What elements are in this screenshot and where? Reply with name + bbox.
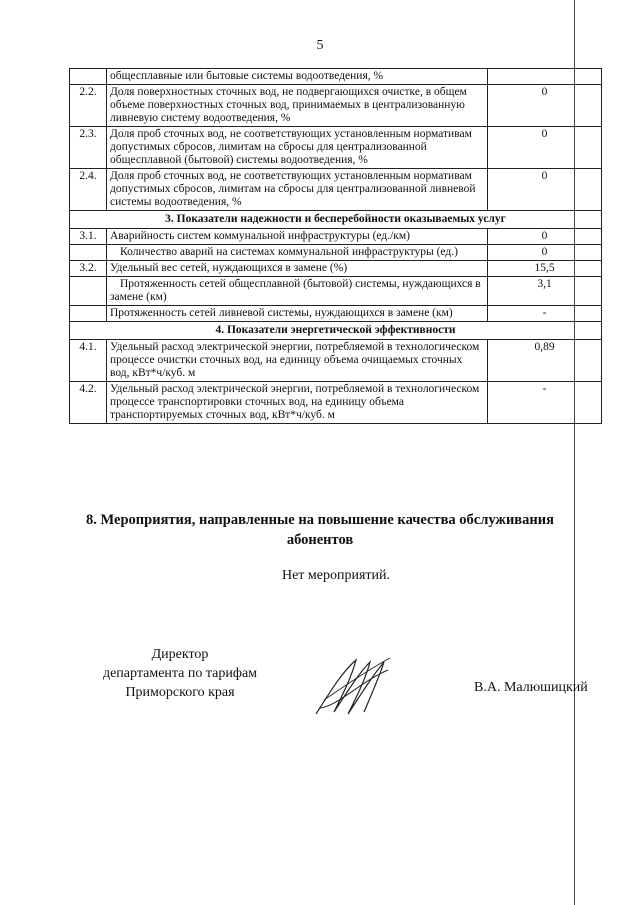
table-row (70, 382, 602, 424)
row-description: Протяженность сетей ливневой системы, нуждающихся в замене (км) (107, 306, 488, 322)
row-number: 3.1. (70, 229, 107, 245)
section-8-heading-line-1: 8. Мероприятия, направленные на повышение качества обслуживания (86, 512, 554, 528)
row-value: 0 (488, 85, 602, 127)
section-8-heading-line-2: абонентов (286, 532, 354, 548)
page-number: 5 (316, 38, 324, 53)
row-value: 0 (488, 169, 602, 211)
row-number (70, 69, 107, 85)
row-value: 3,1 (488, 277, 602, 306)
row-number: 2.2. (70, 85, 107, 127)
table-row (70, 245, 602, 261)
section-title: 3. Показатели надежности и бесперебойности оказываемых услуг (70, 211, 602, 229)
row-description: Аварийность систем коммунальной инфраструктуры (ед./км) (107, 229, 488, 245)
table-row (70, 85, 602, 127)
row-description: Удельный расход электрической энергии, потребляемой в технологическом процессе очистки сточных вод, на единицу объема очищаемых сточных вод, кВт*ч/куб. м (107, 340, 488, 382)
section-header-row (70, 322, 602, 340)
row-number: 4.1. (70, 340, 107, 382)
row-number (70, 245, 107, 261)
row-value: 0 (488, 229, 602, 245)
signer-title-line-3: Приморского края (125, 685, 235, 700)
signer-name: В.А. Малюшицкий (474, 680, 588, 695)
row-number: 2.4. (70, 169, 107, 211)
row-value: - (488, 382, 602, 424)
section-title: 4. Показатели энергетической эффективности (70, 322, 602, 340)
row-value: 0 (488, 127, 602, 169)
row-number (70, 306, 107, 322)
row-description: Количество аварий на системах коммунальной инфраструктуры (ед.) (107, 245, 488, 261)
row-description: Протяженность сетей общесплавной (бытовой) системы, нуждающихся в замене (км) (107, 277, 488, 306)
metrics-table-body (70, 69, 602, 424)
no-measures-text: Нет мероприятий. (281, 568, 391, 583)
table-row (70, 306, 602, 322)
table-row (70, 169, 602, 211)
row-description: общесплавные или бытовые системы водоотведения, % (107, 69, 488, 85)
row-value: 0 (488, 245, 602, 261)
metrics-table (69, 68, 602, 424)
signer-title-line-2: департамента по тарифам (102, 666, 258, 681)
table-row (70, 261, 602, 277)
section-header-row (70, 211, 602, 229)
table-row (70, 229, 602, 245)
table-row (70, 277, 602, 306)
section-8-heading (0, 510, 640, 550)
signer-title (60, 645, 300, 702)
row-value: 0,89 (488, 340, 602, 382)
row-description: Доля поверхностных сточных вод, не подвергающихся очистке, в общем объеме поверхностных сточных вод, принимаемых в централизованную ливневую систему водоотведения, % (107, 85, 488, 127)
row-value (488, 69, 602, 85)
row-description: Удельный расход электрической энергии, потребляемой в технологическом процессе транспортировки сточных вод, на единицу объема транспортируемых сточных вод, кВт*ч/куб. м (107, 382, 488, 424)
row-description: Доля проб сточных вод, не соответствующих установленным нормативам допустимых сбросов, лимитам на сбросы для централизованной общесплавной (бытовой) системы водоотведения, % (107, 127, 488, 169)
row-number (70, 277, 107, 306)
table-row (70, 340, 602, 382)
row-number: 3.2. (70, 261, 107, 277)
table-row (70, 69, 602, 85)
row-value: 15,5 (488, 261, 602, 277)
handwritten-signature (312, 652, 392, 722)
row-number: 2.3. (70, 127, 107, 169)
row-description: Удельный вес сетей, нуждающихся в замене (%) (107, 261, 488, 277)
table-row (70, 127, 602, 169)
row-number: 4.2. (70, 382, 107, 424)
signer-title-line-1: Директор (151, 647, 209, 662)
row-description: Доля проб сточных вод, не соответствующих установленным нормативам допустимых сбросов, лимитам на сбросы для централизованной ливневой системы водоотведения, % (107, 169, 488, 211)
row-value: - (488, 306, 602, 322)
